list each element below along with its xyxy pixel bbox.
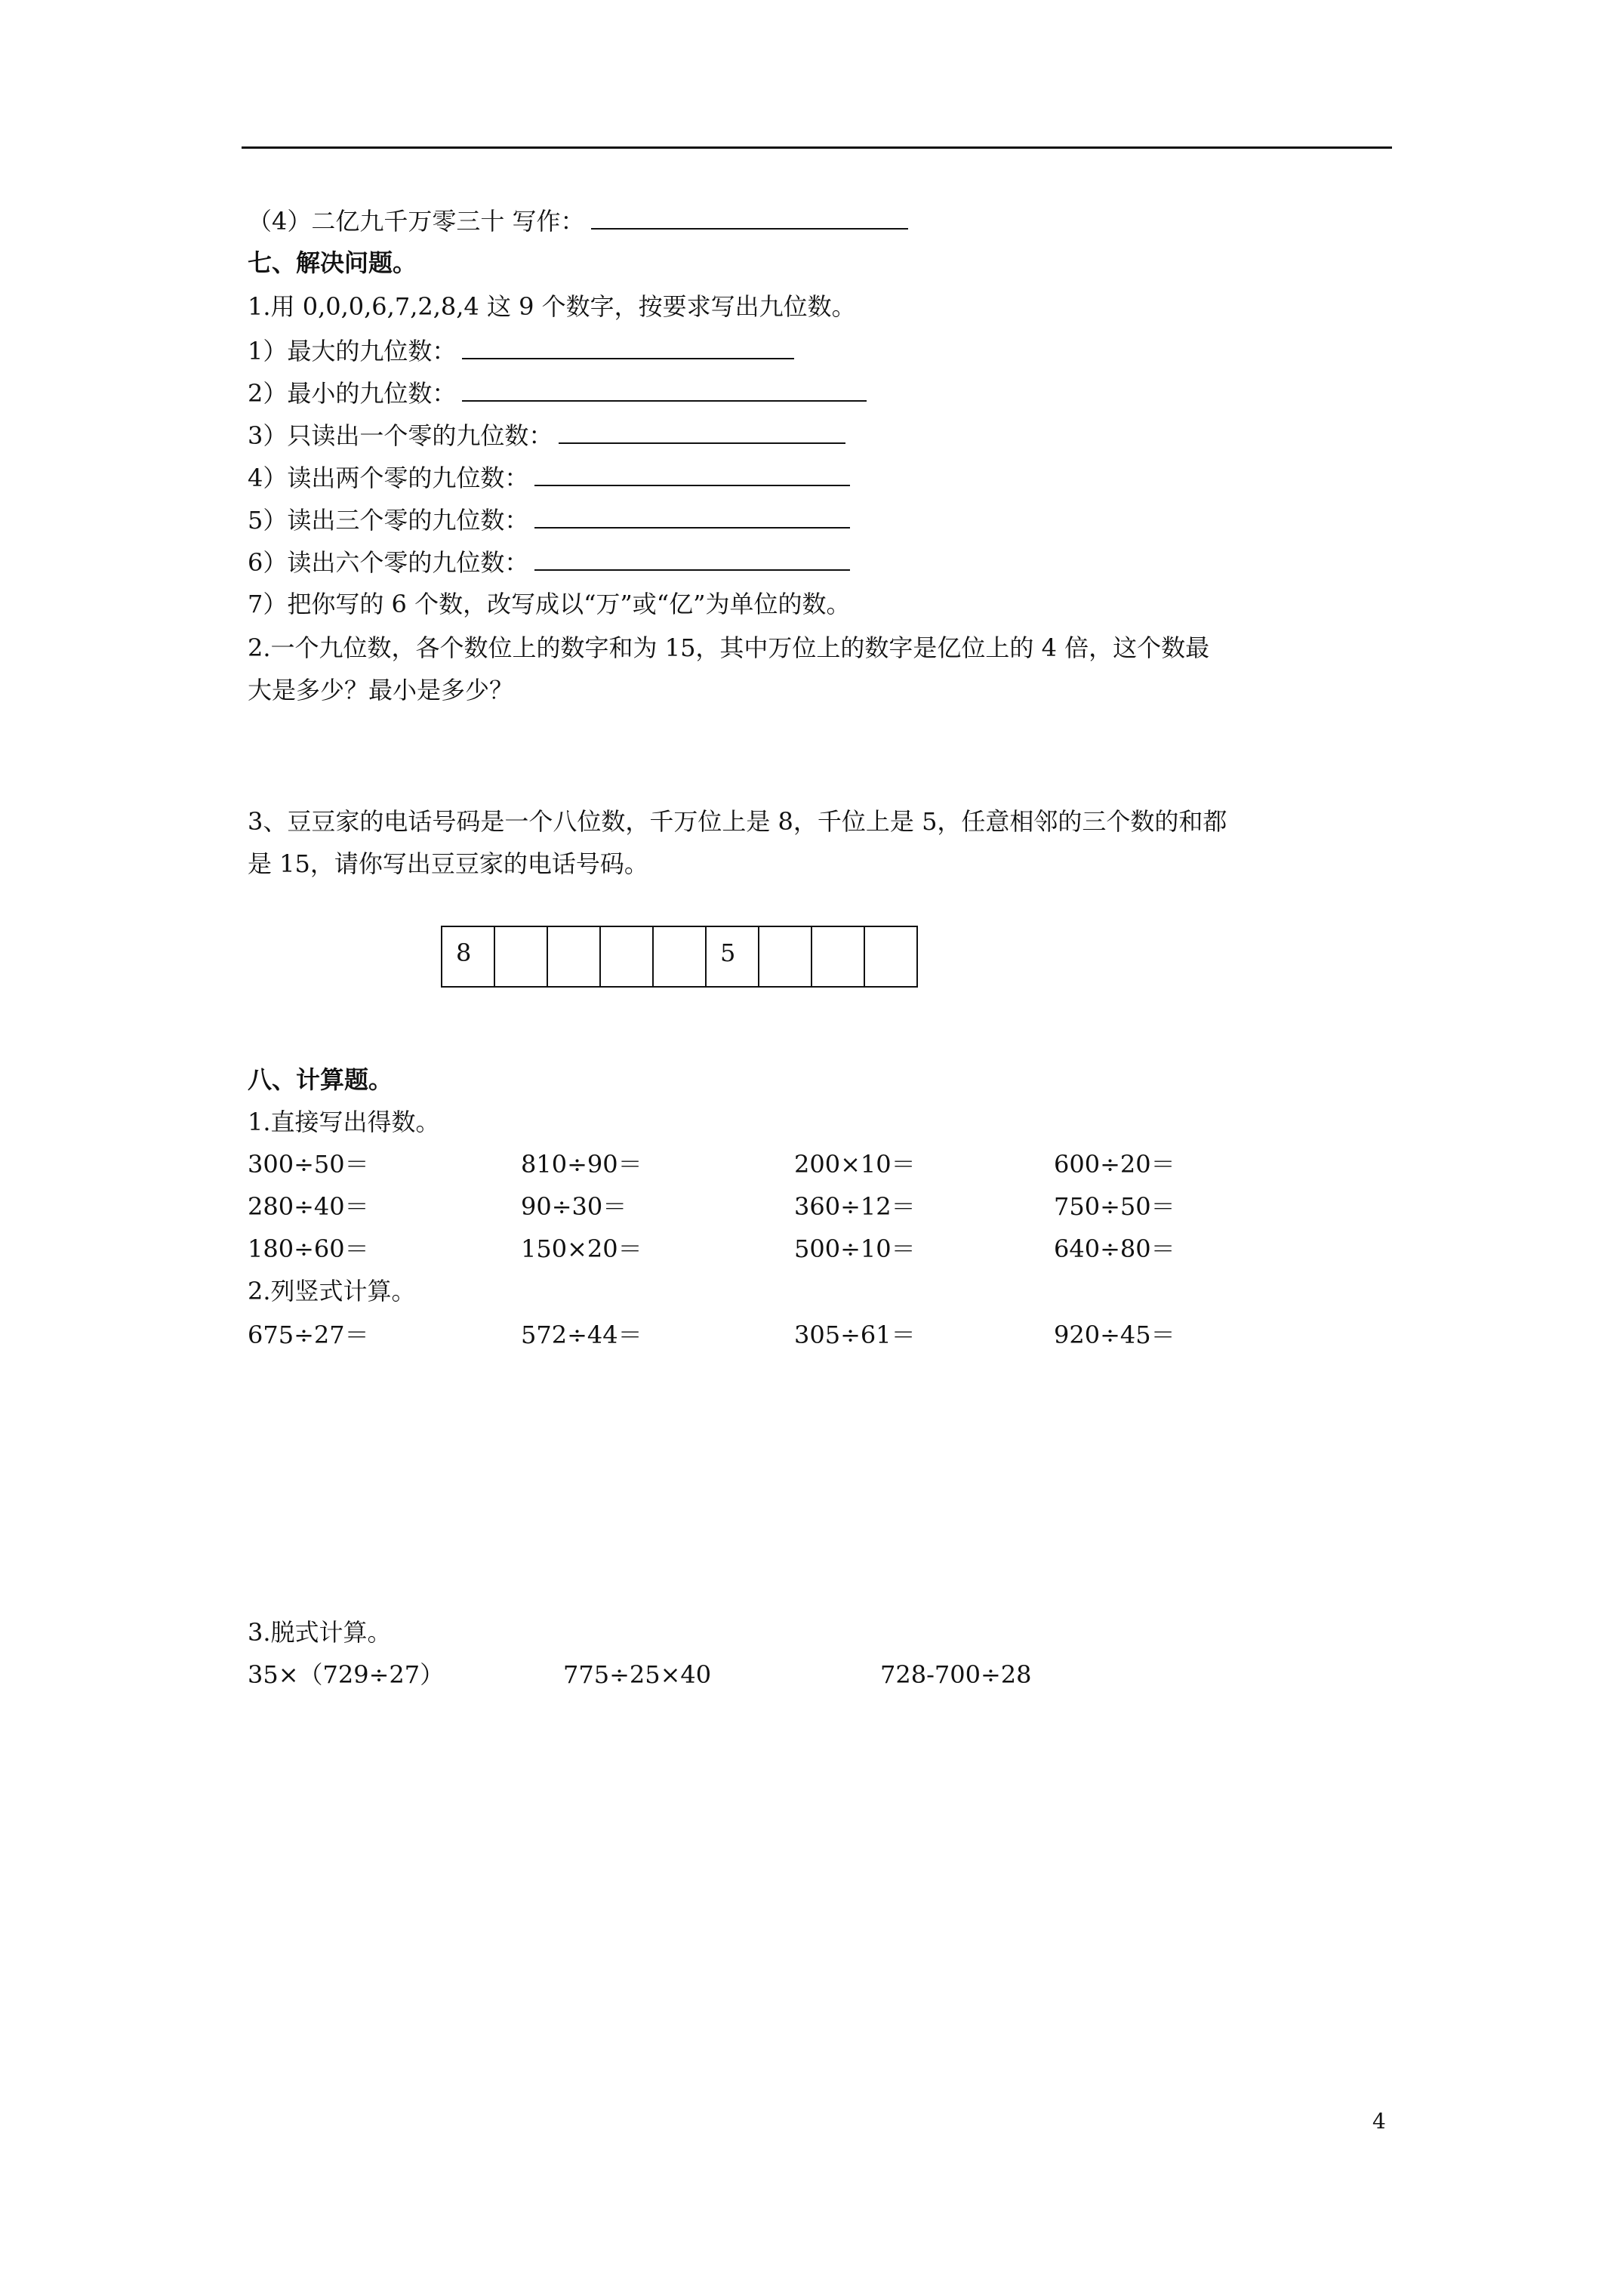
digit-cell[interactable] [547,926,600,987]
digit-cell[interactable] [812,926,864,987]
expression: 90÷30＝ [521,1192,627,1221]
calc-3-title: 3.脱式计算。 [248,1618,392,1647]
expression: 750÷50＝ [1054,1192,1175,1221]
answer-blank[interactable] [534,462,850,486]
page-number: 4 [1372,2109,1386,2134]
section-7-title: 七、解决问题。 [248,248,417,277]
item-label: 5）读出三个零的九位数： [248,506,529,535]
digit-cell[interactable] [864,926,917,987]
problem-1-item-3 [248,420,845,451]
expression: 600÷20＝ [1054,1150,1175,1179]
item-label: 4）读出两个零的九位数： [248,464,529,492]
item-label: 3）只读出一个零的九位数： [248,421,553,450]
problem-1-item-7: 7）把你写的 6 个数，改写成以“万”或“亿”为单位的数。 [248,590,851,618]
digit-cell[interactable]: 5 [706,926,759,987]
header-rule [242,146,1392,149]
expression: 305÷61＝ [794,1321,916,1349]
digit-cell[interactable] [600,926,653,987]
digit-cell[interactable] [653,926,706,987]
digit-cell[interactable]: 8 [442,926,494,987]
problem-1-item-4 [248,462,850,493]
expression: 775÷25×40 [563,1660,712,1689]
problem-1-item-5 [248,504,850,535]
problem-1-item-1 [248,335,794,366]
expression: 640÷80＝ [1054,1234,1175,1263]
expression: 150×20＝ [521,1234,642,1263]
expression: 810÷90＝ [521,1150,642,1179]
expression: 280÷40＝ [248,1192,369,1221]
item-label: 6）读出六个零的九位数： [248,548,529,577]
item-label: 1）最大的九位数： [248,337,457,365]
expression: 35×（729÷27） [248,1660,445,1689]
question-4-line [248,205,908,236]
section-8-title: 八、计算题。 [248,1065,393,1094]
problem-2-line-2: 大是多少？最小是多少？ [248,676,514,704]
problem-1-item-6 [248,547,850,578]
question-4-text: （4）二亿九千万零三十 写作： [248,207,585,236]
answer-blank[interactable] [559,420,845,444]
expression: 360÷12＝ [794,1192,916,1221]
problem-3-line-2: 是 15，请你写出豆豆家的电话号码。 [248,849,648,878]
problem-2-line-1: 2.一个九位数，各个数位上的数字和为 15，其中万位上的数字是亿位上的 4 倍，这个数最 [248,633,1210,662]
expression: 675÷27＝ [248,1321,369,1349]
expression: 728-700÷28 [880,1660,1032,1689]
digit-cell[interactable] [494,926,547,987]
expression: 200×10＝ [794,1150,916,1179]
answer-blank[interactable] [591,205,908,230]
answer-blank[interactable] [462,378,867,402]
calc-1-title: 1.直接写出得数。 [248,1108,440,1136]
expression: 180÷60＝ [248,1234,369,1263]
digit-cell[interactable] [759,926,812,987]
expression: 572÷44＝ [521,1321,642,1349]
answer-blank[interactable] [462,335,794,359]
phone-number-grid [441,926,918,988]
answer-blank[interactable] [534,504,850,529]
problem-3-line-1: 3、豆豆家的电话号码是一个八位数，千万位上是 8，千位上是 5，任意相邻的三个数的和都 [248,807,1227,836]
expression: 300÷50＝ [248,1150,369,1179]
item-label: 2）最小的九位数： [248,379,457,408]
problem-1-intro: 1.用 0,0,0,6,7,2,8,4 这 9 个数字，按要求写出九位数。 [248,292,856,321]
problem-1-item-2 [248,378,867,408]
expression: 920÷45＝ [1054,1321,1175,1349]
expression: 500÷10＝ [794,1234,916,1263]
calc-2-title: 2.列竖式计算。 [248,1277,416,1305]
answer-blank[interactable] [534,547,850,571]
